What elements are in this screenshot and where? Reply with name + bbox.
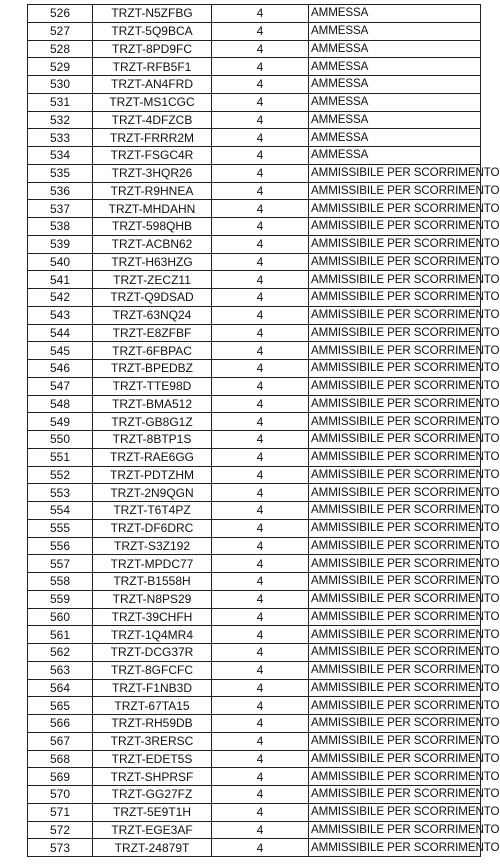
table-row [28, 803, 481, 821]
score-cell: 4 [212, 253, 309, 271]
table-row [28, 395, 481, 413]
status-cell: AMMESSA [309, 93, 481, 111]
application-code-cell: TRZT-MS1CGC [93, 93, 212, 111]
score-cell: 4 [212, 750, 309, 768]
application-code-cell: TRZT-MPDC77 [93, 555, 212, 573]
status-cell: AMMISSIBILE PER SCORRIMENTO [309, 235, 481, 253]
status-cell: AMMISSIBILE PER SCORRIMENTO [309, 750, 481, 768]
status-cell: AMMISSIBILE PER SCORRIMENTO [309, 200, 481, 218]
score-cell: 4 [212, 377, 309, 395]
table-row [28, 466, 481, 484]
row-number-cell: 551 [28, 448, 93, 466]
score-cell: 4 [212, 76, 309, 94]
score-cell: 4 [212, 182, 309, 200]
table-row [28, 342, 481, 360]
score-cell: 4 [212, 40, 309, 58]
row-number-cell: 559 [28, 590, 93, 608]
row-number-cell: 534 [28, 147, 93, 165]
status-cell: AMMISSIBILE PER SCORRIMENTO [309, 466, 481, 484]
score-cell: 4 [212, 626, 309, 644]
row-number-cell: 553 [28, 484, 93, 502]
application-code-cell: TRZT-63NQ24 [93, 306, 212, 324]
status-cell: AMMESSA [309, 147, 481, 165]
application-code-cell: TRZT-BPEDBZ [93, 360, 212, 378]
score-cell: 4 [212, 164, 309, 182]
score-cell: 4 [212, 129, 309, 147]
row-number-cell: 542 [28, 289, 93, 307]
row-number-cell: 548 [28, 395, 93, 413]
row-number-cell: 561 [28, 626, 93, 644]
table-row [28, 644, 481, 662]
status-cell: AMMISSIBILE PER SCORRIMENTO [309, 413, 481, 431]
score-cell: 4 [212, 271, 309, 289]
score-cell: 4 [212, 431, 309, 449]
table-row [28, 732, 481, 750]
status-cell: AMMESSA [309, 111, 481, 129]
application-code-cell: TRZT-N8PS29 [93, 590, 212, 608]
application-code-cell: TRZT-E8ZFBF [93, 324, 212, 342]
score-cell: 4 [212, 448, 309, 466]
application-code-cell: TRZT-5Q9BCA [93, 22, 212, 40]
score-cell: 4 [212, 590, 309, 608]
ranking-table-body [28, 5, 500, 857]
table-row [28, 147, 481, 165]
status-cell: AMMISSIBILE PER SCORRIMENTO [309, 590, 481, 608]
status-cell: AMMISSIBILE PER SCORRIMENTO [309, 768, 481, 786]
row-number-cell: 552 [28, 466, 93, 484]
status-cell: AMMISSIBILE PER SCORRIMENTO [309, 803, 481, 821]
table-row [28, 306, 481, 324]
application-code-cell: TRZT-T6T4PZ [93, 502, 212, 520]
table-row [28, 821, 481, 839]
score-cell: 4 [212, 821, 309, 839]
table-row [28, 58, 481, 76]
score-cell: 4 [212, 644, 309, 662]
row-number-cell: 547 [28, 377, 93, 395]
row-number-cell: 570 [28, 786, 93, 804]
table-row [28, 519, 481, 537]
status-cell: AMMISSIBILE PER SCORRIMENTO [309, 484, 481, 502]
status-cell: AMMISSIBILE PER SCORRIMENTO [309, 519, 481, 537]
application-code-cell: TRZT-EGE3AF [93, 821, 212, 839]
status-cell: AMMISSIBILE PER SCORRIMENTO [309, 839, 481, 857]
table-row [28, 324, 481, 342]
row-number-cell: 528 [28, 40, 93, 58]
status-cell: AMMISSIBILE PER SCORRIMENTO [309, 448, 481, 466]
score-cell: 4 [212, 786, 309, 804]
table-row [28, 164, 481, 182]
status-cell: AMMISSIBILE PER SCORRIMENTO [309, 555, 481, 573]
row-number-cell: 531 [28, 93, 93, 111]
status-cell: AMMISSIBILE PER SCORRIMENTO [309, 342, 481, 360]
status-cell: AMMISSIBILE PER SCORRIMENTO [309, 573, 481, 591]
status-cell: AMMISSIBILE PER SCORRIMENTO [309, 608, 481, 626]
application-code-cell: TRZT-H63HZG [93, 253, 212, 271]
status-cell: AMMISSIBILE PER SCORRIMENTO [309, 377, 481, 395]
table-row [28, 5, 481, 23]
score-cell: 4 [212, 768, 309, 786]
row-number-cell: 562 [28, 644, 93, 662]
row-number-cell: 527 [28, 22, 93, 40]
status-cell: AMMESSA [309, 22, 481, 40]
status-cell: AMMISSIBILE PER SCORRIMENTO [309, 732, 481, 750]
row-number-cell: 554 [28, 502, 93, 520]
application-code-cell: TRZT-8PD9FC [93, 40, 212, 58]
application-code-cell: TRZT-DF6DRC [93, 519, 212, 537]
row-number-cell: 556 [28, 537, 93, 555]
score-cell: 4 [212, 306, 309, 324]
status-cell: AMMISSIBILE PER SCORRIMENTO [309, 324, 481, 342]
score-cell: 4 [212, 608, 309, 626]
application-code-cell: TRZT-AN4FRD [93, 76, 212, 94]
row-number-cell: 526 [28, 5, 93, 23]
row-number-cell: 563 [28, 661, 93, 679]
table-row [28, 750, 481, 768]
row-number-cell: 555 [28, 519, 93, 537]
status-cell: AMMESSA [309, 5, 481, 23]
score-cell: 4 [212, 484, 309, 502]
status-cell: AMMISSIBILE PER SCORRIMENTO [309, 502, 481, 520]
table-row [28, 661, 481, 679]
row-number-cell: 573 [28, 839, 93, 857]
score-cell: 4 [212, 5, 309, 23]
status-cell: AMMISSIBILE PER SCORRIMENTO [309, 786, 481, 804]
status-cell: AMMISSIBILE PER SCORRIMENTO [309, 182, 481, 200]
status-cell: AMMESSA [309, 129, 481, 147]
score-cell: 4 [212, 218, 309, 236]
table-row [28, 93, 481, 111]
score-cell: 4 [212, 466, 309, 484]
row-number-cell: 546 [28, 360, 93, 378]
application-code-cell: TRZT-MHDAHN [93, 200, 212, 218]
row-number-cell: 545 [28, 342, 93, 360]
row-number-cell: 569 [28, 768, 93, 786]
status-cell: AMMISSIBILE PER SCORRIMENTO [309, 431, 481, 449]
application-code-cell: TRZT-GG27FZ [93, 786, 212, 804]
row-number-cell: 544 [28, 324, 93, 342]
status-cell: AMMISSIBILE PER SCORRIMENTO [309, 697, 481, 715]
score-cell: 4 [212, 147, 309, 165]
table-row [28, 377, 481, 395]
table-row [28, 715, 481, 733]
row-number-cell: 537 [28, 200, 93, 218]
score-cell: 4 [212, 93, 309, 111]
status-cell: AMMISSIBILE PER SCORRIMENTO [309, 715, 481, 733]
table-row [28, 786, 481, 804]
application-code-cell: TRZT-FSGC4R [93, 147, 212, 165]
row-number-cell: 565 [28, 697, 93, 715]
row-number-cell: 567 [28, 732, 93, 750]
row-number-cell: 533 [28, 129, 93, 147]
application-code-cell: TRZT-PDTZHM [93, 466, 212, 484]
table-row [28, 360, 481, 378]
application-code-cell: TRZT-24879T [93, 839, 212, 857]
status-cell: AMMISSIBILE PER SCORRIMENTO [309, 644, 481, 662]
row-number-cell: 550 [28, 431, 93, 449]
table-row [28, 76, 481, 94]
application-code-cell: TRZT-3HQR26 [93, 164, 212, 182]
score-cell: 4 [212, 111, 309, 129]
row-number-cell: 543 [28, 306, 93, 324]
application-code-cell: TRZT-8BTP1S [93, 431, 212, 449]
application-code-cell: TRZT-Q9DSAD [93, 289, 212, 307]
row-number-cell: 536 [28, 182, 93, 200]
status-cell: AMMISSIBILE PER SCORRIMENTO [309, 537, 481, 555]
score-cell: 4 [212, 661, 309, 679]
row-number-cell: 560 [28, 608, 93, 626]
row-number-cell: 558 [28, 573, 93, 591]
row-number-cell: 538 [28, 218, 93, 236]
score-cell: 4 [212, 573, 309, 591]
row-number-cell: 566 [28, 715, 93, 733]
row-number-cell: 539 [28, 235, 93, 253]
row-number-cell: 572 [28, 821, 93, 839]
application-code-cell: TRZT-B1558H [93, 573, 212, 591]
status-cell: AMMISSIBILE PER SCORRIMENTO [309, 271, 481, 289]
row-number-cell: 530 [28, 76, 93, 94]
application-code-cell: TRZT-FRRR2M [93, 129, 212, 147]
score-cell: 4 [212, 22, 309, 40]
status-cell: AMMISSIBILE PER SCORRIMENTO [309, 360, 481, 378]
table-row [28, 218, 481, 236]
application-code-cell: TRZT-4DFZCB [93, 111, 212, 129]
application-code-cell: TRZT-2N9QGN [93, 484, 212, 502]
application-code-cell: TRZT-ACBN62 [93, 235, 212, 253]
row-number-cell: 532 [28, 111, 93, 129]
score-cell: 4 [212, 413, 309, 431]
application-code-cell: TRZT-67TA15 [93, 697, 212, 715]
application-code-cell: TRZT-6FBPAC [93, 342, 212, 360]
score-cell: 4 [212, 803, 309, 821]
status-cell: AMMISSIBILE PER SCORRIMENTO [309, 821, 481, 839]
ranking-table [27, 4, 500, 857]
score-cell: 4 [212, 58, 309, 76]
table-row [28, 502, 481, 520]
score-cell: 4 [212, 732, 309, 750]
table-row [28, 573, 481, 591]
score-cell: 4 [212, 715, 309, 733]
score-cell: 4 [212, 342, 309, 360]
table-row [28, 253, 481, 271]
status-cell: AMMISSIBILE PER SCORRIMENTO [309, 626, 481, 644]
application-code-cell: TRZT-3RERSC [93, 732, 212, 750]
table-row [28, 111, 481, 129]
table-row [28, 590, 481, 608]
score-cell: 4 [212, 519, 309, 537]
table-row [28, 235, 481, 253]
application-code-cell: TRZT-5E9T1H [93, 803, 212, 821]
application-code-cell: TRZT-S3Z192 [93, 537, 212, 555]
score-cell: 4 [212, 839, 309, 857]
status-cell: AMMESSA [309, 40, 481, 58]
row-number-cell: 571 [28, 803, 93, 821]
row-number-cell: 535 [28, 164, 93, 182]
table-row [28, 129, 481, 147]
score-cell: 4 [212, 697, 309, 715]
score-cell: 4 [212, 555, 309, 573]
status-cell: AMMISSIBILE PER SCORRIMENTO [309, 661, 481, 679]
application-code-cell: TRZT-RAE6GG [93, 448, 212, 466]
application-code-cell: TRZT-TTE98D [93, 377, 212, 395]
application-code-cell: TRZT-39CHFH [93, 608, 212, 626]
table-row [28, 679, 481, 697]
score-cell: 4 [212, 537, 309, 555]
row-number-cell: 541 [28, 271, 93, 289]
table-row [28, 697, 481, 715]
status-cell: AMMISSIBILE PER SCORRIMENTO [309, 218, 481, 236]
application-code-cell: TRZT-1Q4MR4 [93, 626, 212, 644]
application-code-cell: TRZT-N5ZFBG [93, 5, 212, 23]
status-cell: AMMESSA [309, 58, 481, 76]
application-code-cell: TRZT-F1NB3D [93, 679, 212, 697]
table-row [28, 289, 481, 307]
status-cell: AMMISSIBILE PER SCORRIMENTO [309, 289, 481, 307]
status-cell: AMMISSIBILE PER SCORRIMENTO [309, 395, 481, 413]
status-cell: AMMISSIBILE PER SCORRIMENTO [309, 679, 481, 697]
table-row [28, 555, 481, 573]
status-cell: AMMISSIBILE PER SCORRIMENTO [309, 306, 481, 324]
application-code-cell: TRZT-BMA512 [93, 395, 212, 413]
table-row [28, 413, 481, 431]
table-row [28, 431, 481, 449]
application-code-cell: TRZT-R9HNEA [93, 182, 212, 200]
status-cell: AMMESSA [309, 76, 481, 94]
row-number-cell: 549 [28, 413, 93, 431]
row-number-cell: 540 [28, 253, 93, 271]
table-row [28, 626, 481, 644]
status-cell: AMMISSIBILE PER SCORRIMENTO [309, 253, 481, 271]
score-cell: 4 [212, 235, 309, 253]
application-code-cell: TRZT-ZECZ11 [93, 271, 212, 289]
application-code-cell: TRZT-SHPRSF [93, 768, 212, 786]
application-code-cell: TRZT-RH59DB [93, 715, 212, 733]
application-code-cell: TRZT-598QHB [93, 218, 212, 236]
table-row [28, 200, 481, 218]
row-number-cell: 529 [28, 58, 93, 76]
row-number-cell: 564 [28, 679, 93, 697]
table-row [28, 537, 481, 555]
score-cell: 4 [212, 395, 309, 413]
row-number-cell: 557 [28, 555, 93, 573]
table-row [28, 40, 481, 58]
application-code-cell: TRZT-GB8G1Z [93, 413, 212, 431]
table-row [28, 839, 481, 857]
application-code-cell: TRZT-EDET5S [93, 750, 212, 768]
score-cell: 4 [212, 200, 309, 218]
score-cell: 4 [212, 324, 309, 342]
application-code-cell: TRZT-DCG37R [93, 644, 212, 662]
score-cell: 4 [212, 502, 309, 520]
table-row [28, 448, 481, 466]
table-row [28, 271, 481, 289]
row-number-cell: 568 [28, 750, 93, 768]
table-row [28, 182, 481, 200]
score-cell: 4 [212, 679, 309, 697]
table-row [28, 484, 481, 502]
table-row [28, 608, 481, 626]
score-cell: 4 [212, 360, 309, 378]
status-cell: AMMISSIBILE PER SCORRIMENTO [309, 164, 481, 182]
application-code-cell: TRZT-RFB5F1 [93, 58, 212, 76]
score-cell: 4 [212, 289, 309, 307]
table-row [28, 22, 481, 40]
table-row [28, 768, 481, 786]
application-code-cell: TRZT-8GFCFC [93, 661, 212, 679]
